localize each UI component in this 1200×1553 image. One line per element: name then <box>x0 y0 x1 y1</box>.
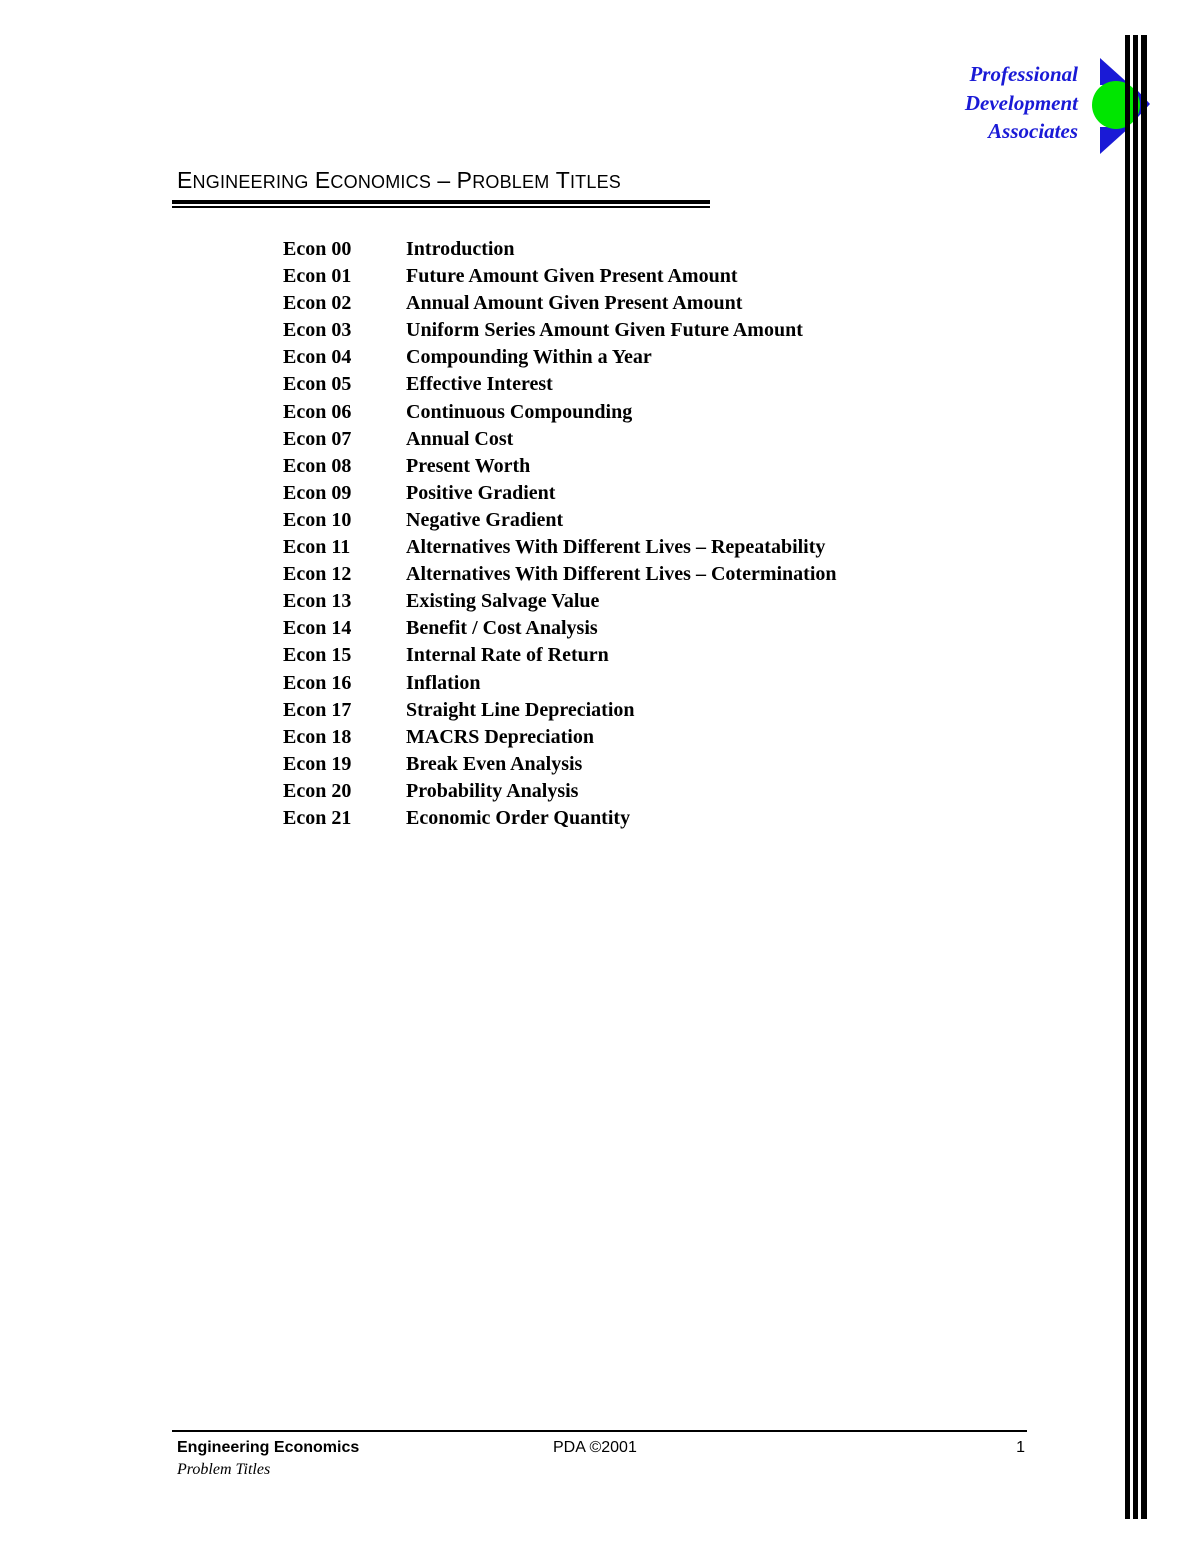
side-bar-left <box>1125 35 1130 1519</box>
problem-title: MACRS Depreciation <box>406 725 594 748</box>
title-initial-e1: E <box>177 167 193 193</box>
list-item <box>283 724 837 751</box>
problem-code: Econ 00 <box>283 238 352 260</box>
list-item <box>283 371 837 398</box>
list-item <box>283 588 837 615</box>
title-word-engineering: NGINEERING <box>192 172 309 192</box>
title-word-economics: CONOMICS <box>330 172 432 192</box>
problem-code: Econ 21 <box>283 806 352 829</box>
problem-code: Econ 04 <box>283 346 352 369</box>
footer-doc-subtitle: Problem Titles <box>177 1461 271 1478</box>
problem-title: Inflation <box>406 671 481 694</box>
logo-line-professional: Professional <box>969 62 1078 86</box>
footer-doc-title: Engineering Economics <box>177 1439 360 1456</box>
problem-code: Econ 11 <box>283 536 351 559</box>
logo-text <box>965 60 1078 146</box>
problem-code: Econ 16 <box>283 671 352 694</box>
list-item <box>283 263 837 290</box>
problem-code: Econ 13 <box>283 590 352 613</box>
problem-code: Econ 03 <box>283 319 352 342</box>
problem-code: Econ 05 <box>283 373 352 396</box>
problem-title: Effective Interest <box>406 373 553 396</box>
problem-title: Straight Line Depreciation <box>406 698 635 721</box>
list-item <box>283 805 837 832</box>
list-item <box>283 399 837 426</box>
problem-code: Econ 08 <box>283 454 352 477</box>
problem-title: Uniform Series Amount Given Future Amount <box>406 319 803 342</box>
problem-title: Present Worth <box>406 454 531 477</box>
footer-copyright: PDA ©2001 <box>553 1439 637 1456</box>
list-item <box>283 453 837 480</box>
list-item <box>283 642 837 669</box>
problem-title: Internal Rate of Return <box>406 644 609 667</box>
problem-code: Econ 10 <box>283 508 352 531</box>
problem-code: Econ 02 <box>283 292 352 315</box>
problem-title: Negative Gradient <box>406 508 564 531</box>
list-item <box>283 534 837 561</box>
problem-title: Compounding Within a Year <box>406 346 652 369</box>
side-bars <box>1125 35 1147 1519</box>
side-bar-middle <box>1133 35 1138 1519</box>
problem-code: Econ 12 <box>283 563 352 586</box>
side-bar-right <box>1141 35 1147 1519</box>
problem-code: Econ 18 <box>283 725 352 748</box>
list-item <box>283 778 837 805</box>
problem-code: Econ 07 <box>283 427 352 450</box>
problem-title: Positive Gradient <box>406 481 556 504</box>
problem-title: Continuous Compounding <box>406 400 633 423</box>
page-number: 1 <box>1016 1439 1025 1456</box>
list-item <box>283 615 837 642</box>
page-title <box>177 167 621 194</box>
footer-document-info <box>177 1437 359 1481</box>
problem-list <box>283 236 837 832</box>
title-underline-thick <box>172 200 710 204</box>
problem-title: Probability Analysis <box>406 779 579 802</box>
list-item <box>283 290 837 317</box>
logo-line-development: Development <box>964 90 1078 115</box>
list-item <box>283 751 837 778</box>
problem-code: Econ 09 <box>283 481 352 504</box>
title-initial-t: T <box>555 167 570 193</box>
title-word-titles: ITLES <box>569 172 622 192</box>
problem-title: Alternatives With Different Lives – Repeatability <box>406 536 826 559</box>
problem-code: Econ 17 <box>283 698 352 721</box>
title-initial-p: P <box>456 167 473 193</box>
list-item <box>283 236 837 263</box>
problem-title: Annual Amount Given Present Amount <box>406 292 743 315</box>
problem-code: Econ 19 <box>283 752 352 775</box>
title-underline-thin <box>172 206 710 208</box>
list-item <box>283 561 837 588</box>
problem-title: Introduction <box>406 238 515 260</box>
title-underline <box>172 200 710 209</box>
title-word-problem: ROBLEM <box>472 172 550 192</box>
title-initial-e2: E <box>314 167 331 193</box>
list-item <box>283 670 837 697</box>
problem-title: Benefit / Cost Analysis <box>406 617 598 640</box>
footer-rule <box>172 1430 1027 1432</box>
list-item <box>283 697 837 724</box>
problem-title: Annual Cost <box>406 427 514 450</box>
problem-code: Econ 01 <box>283 265 352 288</box>
problem-code: Econ 20 <box>283 779 352 802</box>
problem-code: Econ 14 <box>283 617 352 640</box>
list-item <box>283 480 837 507</box>
title-dash: – <box>437 167 451 193</box>
problem-title: Economic Order Quantity <box>406 806 631 829</box>
problem-title: Future Amount Given Present Amount <box>406 265 738 288</box>
list-item <box>283 344 837 371</box>
problem-title: Existing Salvage Value <box>406 590 600 613</box>
list-item <box>283 426 837 453</box>
list-item <box>283 317 837 344</box>
logo-line-associates: Associates <box>988 119 1078 143</box>
problem-title: Alternatives With Different Lives – Cotermination <box>406 563 837 586</box>
problem-code: Econ 15 <box>283 644 352 667</box>
problem-code: Econ 06 <box>283 400 352 423</box>
problem-title: Break Even Analysis <box>406 752 583 775</box>
list-item <box>283 507 837 534</box>
